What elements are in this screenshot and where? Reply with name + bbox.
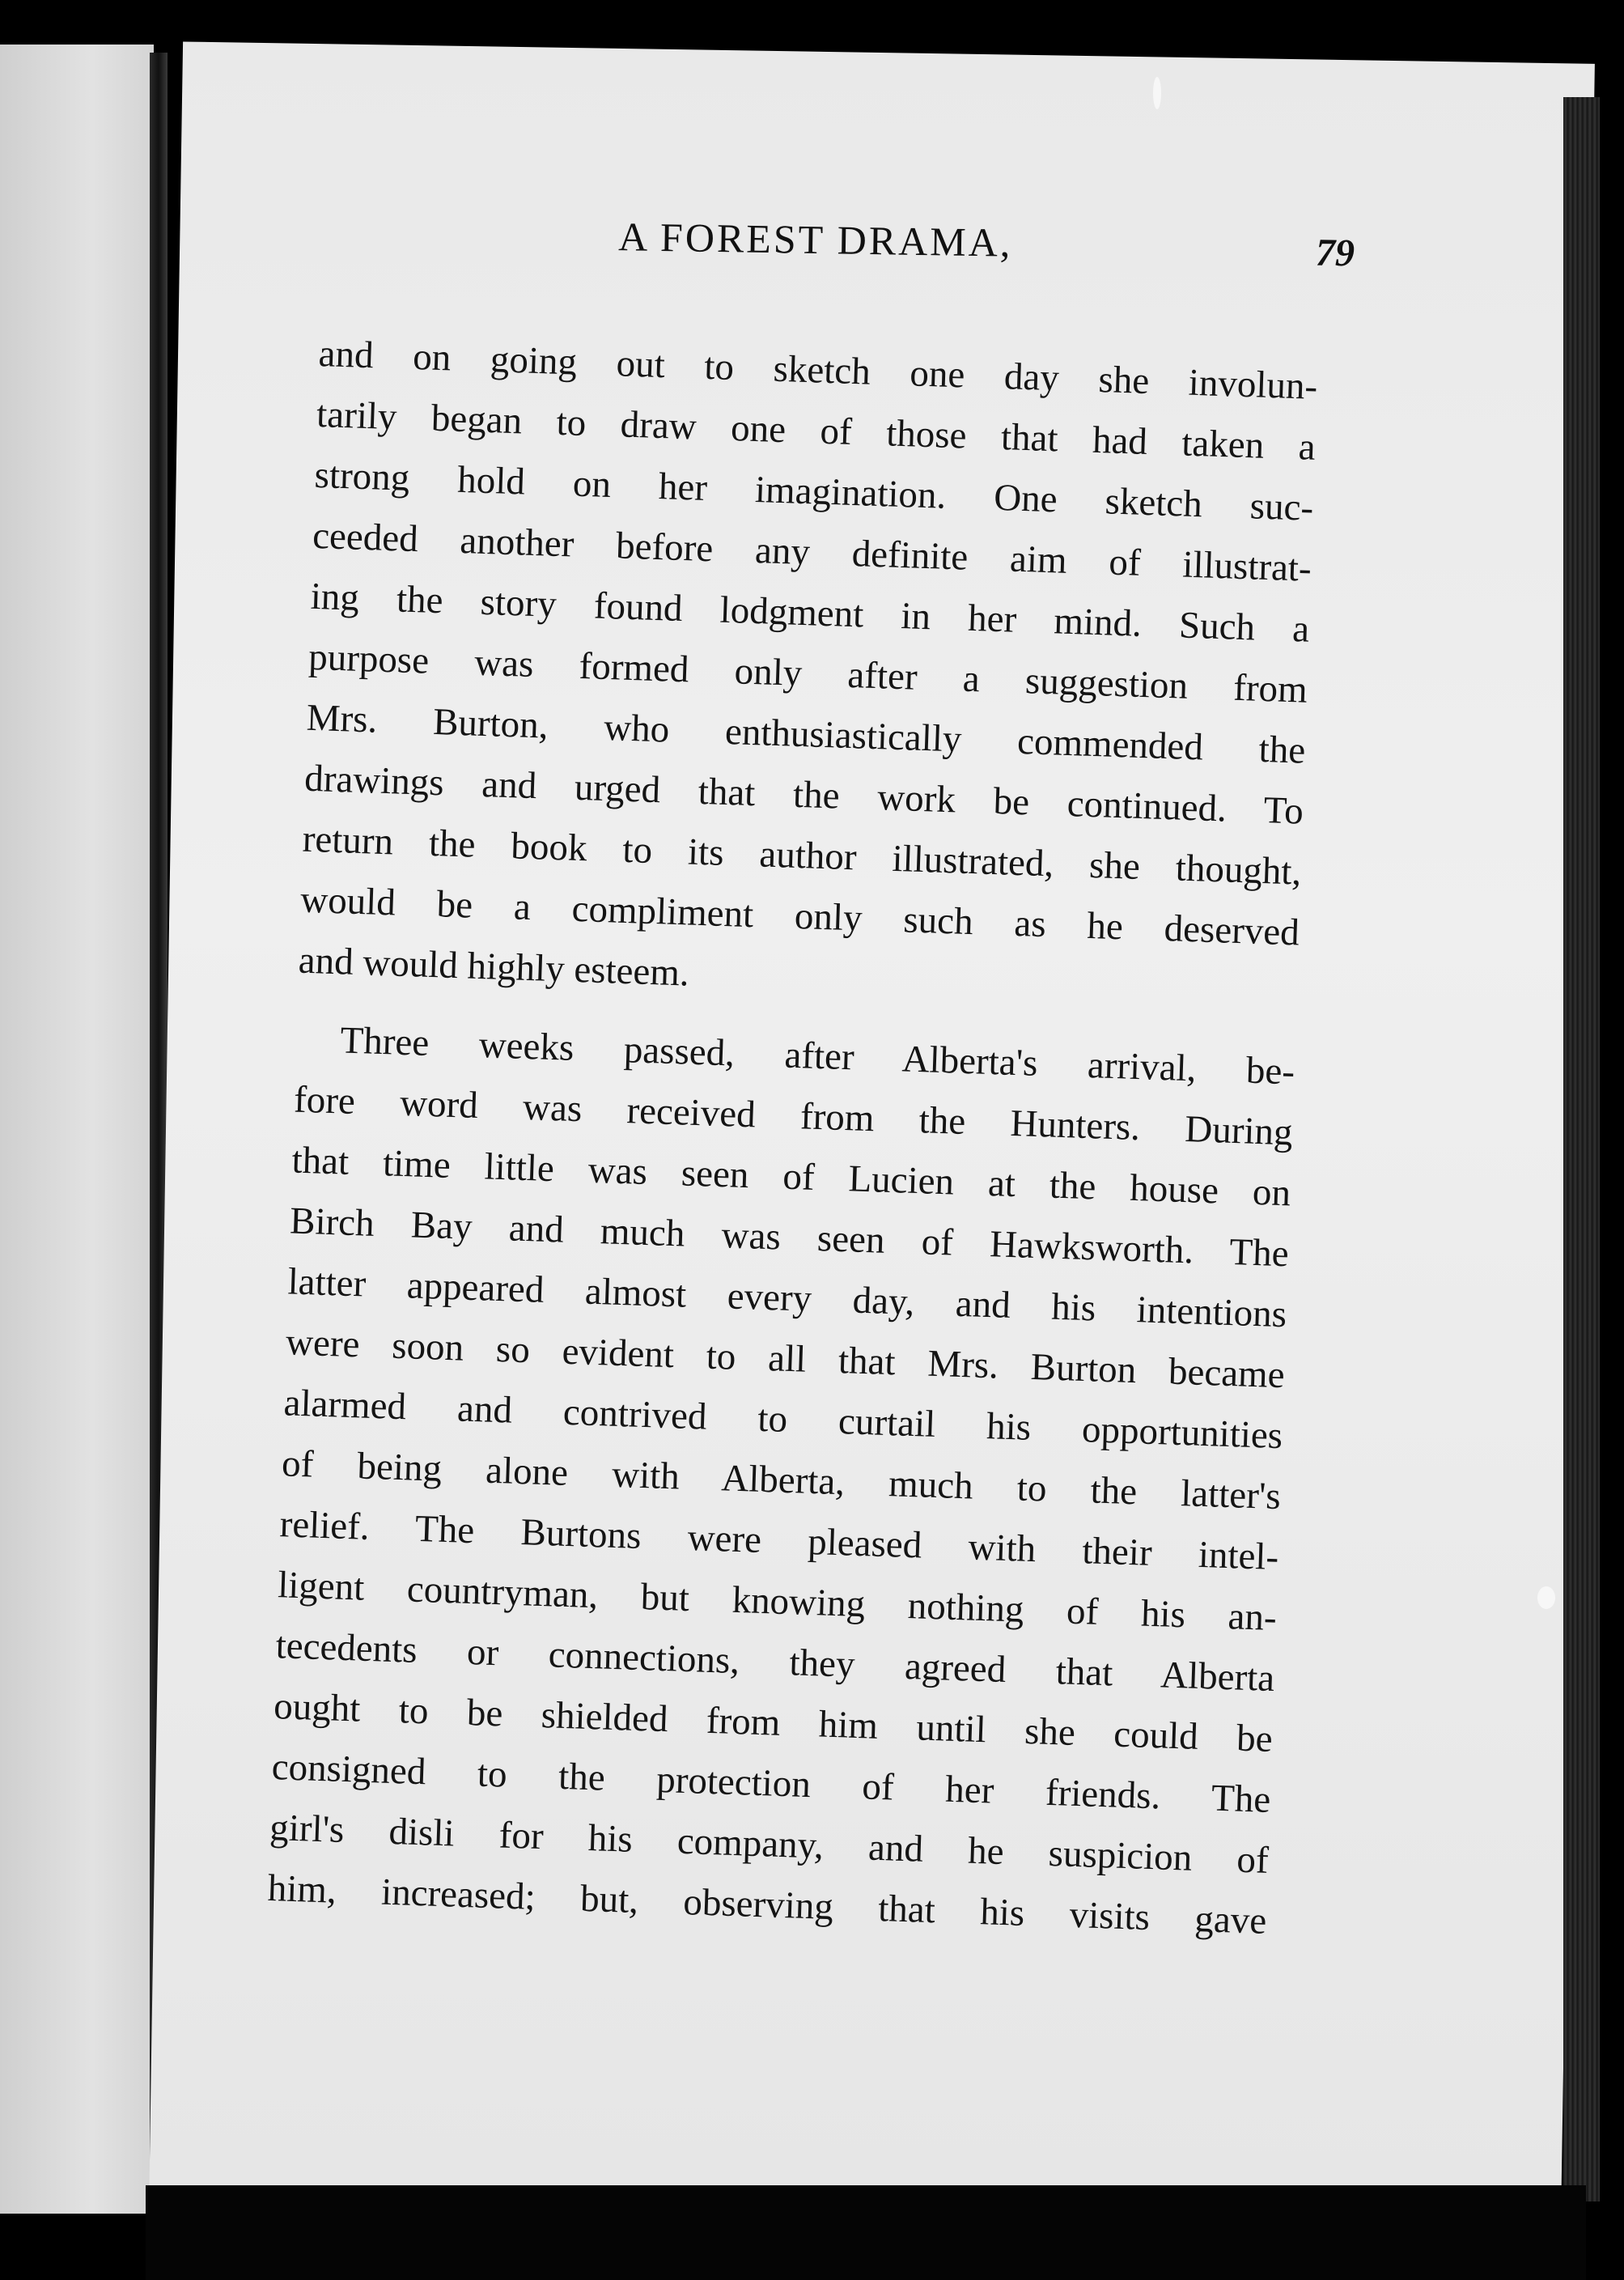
text-line: were soon so evident to all that Mrs. Burton became: [285, 1321, 1286, 1397]
dust-speck: [1537, 1586, 1555, 1609]
text-line: and would highly esteem.: [298, 939, 690, 995]
text-line: tecedents or connections, they agreed that Alberta: [274, 1624, 1276, 1700]
text-line: Mrs. Burton, who enthusiastically commended the: [305, 696, 1307, 772]
text-line: and on going out to sketch one day she involun-: [317, 332, 1318, 408]
text-line: relief. The Burtons were pleased with their intel-: [278, 1503, 1279, 1579]
text-line: ceeded another before any definite aim of illustrat-: [312, 514, 1312, 590]
text-line: ought to be shielded from him until she could be: [273, 1685, 1274, 1760]
text-line: drawings and urged that the work be continued. To: [303, 757, 1304, 833]
text-line: ligent countryman, but knowing nothing of his an-: [277, 1564, 1278, 1640]
scan-bottom-border: [146, 2185, 1586, 2280]
text-line: ing the story found lodgment in her mind. Such a: [309, 575, 1311, 651]
page-number: 79: [1315, 231, 1355, 275]
text-line: of being alone with Alberta, much to the latter's: [281, 1442, 1282, 1518]
running-head: [456, 194, 1355, 281]
page-stack-edge: [1563, 97, 1600, 2201]
text-line: girl's disli for his company, and he suspicion of: [269, 1806, 1270, 1882]
body-text: [267, 324, 1319, 1952]
previous-page-edge: [0, 45, 154, 2214]
text-line: consigned to the protection of her friends. The: [270, 1746, 1272, 1821]
text-line: would be a compliment only such as he deserved: [299, 878, 1300, 954]
text-line: that time little was seen of Lucien at the house on: [290, 1139, 1291, 1215]
text-line: latter appeared almost every day, and his intentions: [286, 1260, 1287, 1336]
text-line: return the book to its author illustrated, she thought,: [302, 817, 1303, 894]
running-title: A FOREST DRAMA,: [617, 214, 1013, 265]
text-line: purpose was formed only after a suggestion from: [307, 635, 1308, 711]
text-line: him, increased; but, observing that his visits gave: [267, 1866, 1268, 1942]
text-line: Birch Bay and much was seen of Hawksworth. The: [289, 1199, 1290, 1276]
text-line: Three weeks passed, after Alberta's arrival, be-: [339, 1019, 1295, 1093]
text-line: tarily began to draw one of those that had taken a: [316, 393, 1317, 469]
text-line: strong hold on her imagination. One sketch suc-: [313, 453, 1314, 529]
dust-speck: [1153, 77, 1161, 109]
text-line: alarmed and contrived to curtail his opportunities: [282, 1382, 1283, 1458]
text-line: fore word was received from the Hunters. During: [293, 1078, 1294, 1154]
